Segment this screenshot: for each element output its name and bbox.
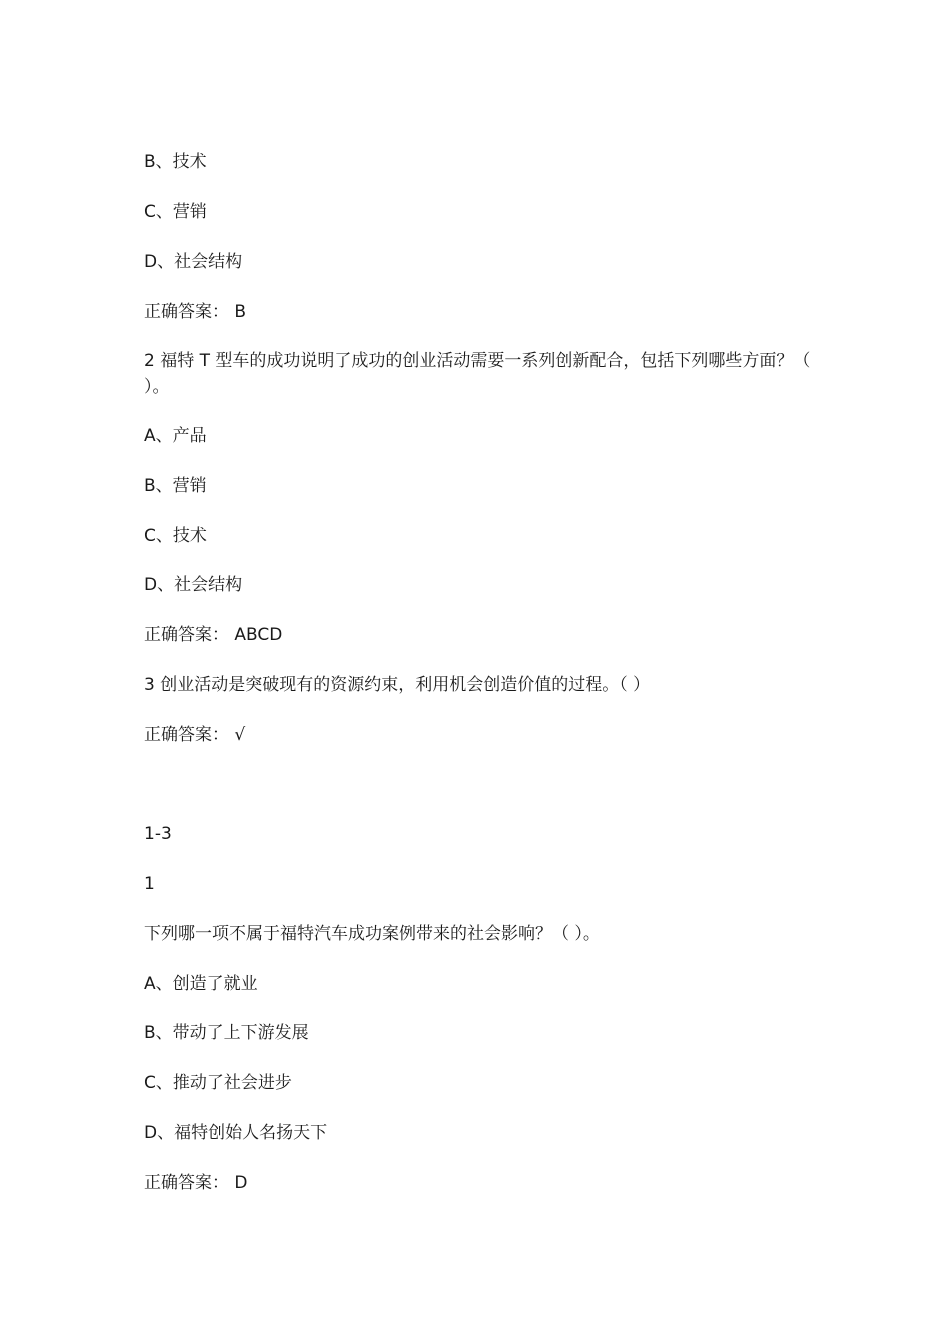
section-number: 1 [144, 874, 155, 894]
answer-text: 正确答案： B [144, 302, 247, 322]
option-b-text: B、技术 [144, 152, 207, 172]
q4-option-d: D、福特创始人名扬天下 [144, 1123, 328, 1143]
q4-option-a: A、创造了就业 [144, 974, 258, 994]
question-4-text: 下列哪一项不属于福特汽车成功案例带来的社会影响？（ ）。 [144, 924, 600, 944]
q3-answer: 正确答案： √ [144, 725, 246, 745]
q2-option-c: C、技术 [144, 526, 207, 546]
q2-option-a: A、产品 [144, 426, 207, 446]
question-2-text: 2 福特 T 型车的成功说明了成功的创业活动需要一系列创新配合，包括下列哪些方面？（ ）。 [144, 351, 811, 397]
section-heading: 1-3 [144, 824, 172, 844]
option-d-text: D、社会结构 [144, 252, 243, 272]
q2-option-b: B、营销 [144, 476, 207, 496]
option-c-text: C、营销 [144, 202, 207, 222]
q4-answer: 正确答案： D [144, 1173, 248, 1193]
q2-answer: 正确答案： ABCD [144, 625, 283, 645]
q4-option-b: B、带动了上下游发展 [144, 1023, 309, 1043]
q4-option-c: C、推动了社会进步 [144, 1073, 292, 1093]
q2-option-d: D、社会结构 [144, 575, 243, 595]
question-3-text: 3 创业活动是突破现有的资源约束，利用机会创造价值的过程。（ ） [144, 675, 651, 695]
